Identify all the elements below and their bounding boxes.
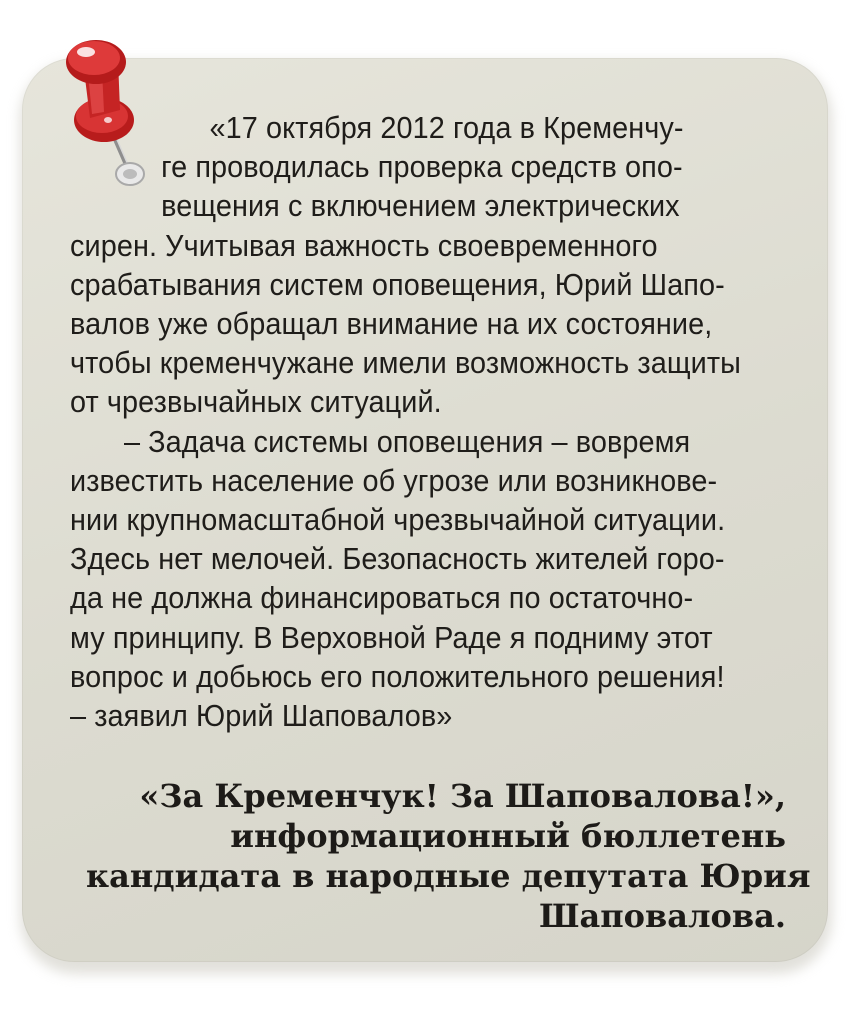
quote-line: сирен. Учитывая важность своевременного [70, 227, 658, 263]
attribution-line: Шаповалова. [538, 897, 786, 935]
source-attribution [86, 776, 811, 936]
quote-line: – Задача системы оповещения – вовремя [123, 423, 691, 459]
quote-line: ге проводилась проверка средств опо- [161, 149, 683, 185]
quote-line: чтобы кременчужане имели возможность защиты [70, 345, 741, 381]
quote-line: от чрезвычайных ситуаций. [70, 384, 442, 420]
quote-line: срабатывания систем оповещения, Юрий Шапо- [70, 266, 725, 302]
attribution-line: «За Кременчук! За Шаповалова!», [139, 777, 786, 815]
quote-line: нии крупномасштабной чрезвычайной ситуации. [70, 502, 726, 538]
quote-line: Здесь нет мелочей. Безопасность жителей горо- [70, 541, 725, 577]
quote-line: – заявил Юрий Шаповалов» [70, 698, 453, 734]
quote-line: валов уже обращал внимание на их состояние, [70, 306, 713, 342]
quote-text [70, 108, 788, 735]
attribution-line: кандидата в народные депутата Юрия [86, 857, 811, 895]
quote-line: да не должна финансироваться по остаточно- [70, 580, 694, 616]
quote-line: вопрос и добьюсь его положительного решения! [70, 658, 725, 694]
attribution-line: информационный бюллетень [230, 817, 786, 855]
quote-line: му принципу. В Верховной Раде я подниму этот [70, 619, 713, 655]
quote-line: вещения с включением электрических [161, 188, 680, 224]
quote-line: «17 октября 2012 года в Кременчу- [209, 110, 684, 145]
quote-line: известить население об угрозе или возникнове- [70, 462, 718, 498]
